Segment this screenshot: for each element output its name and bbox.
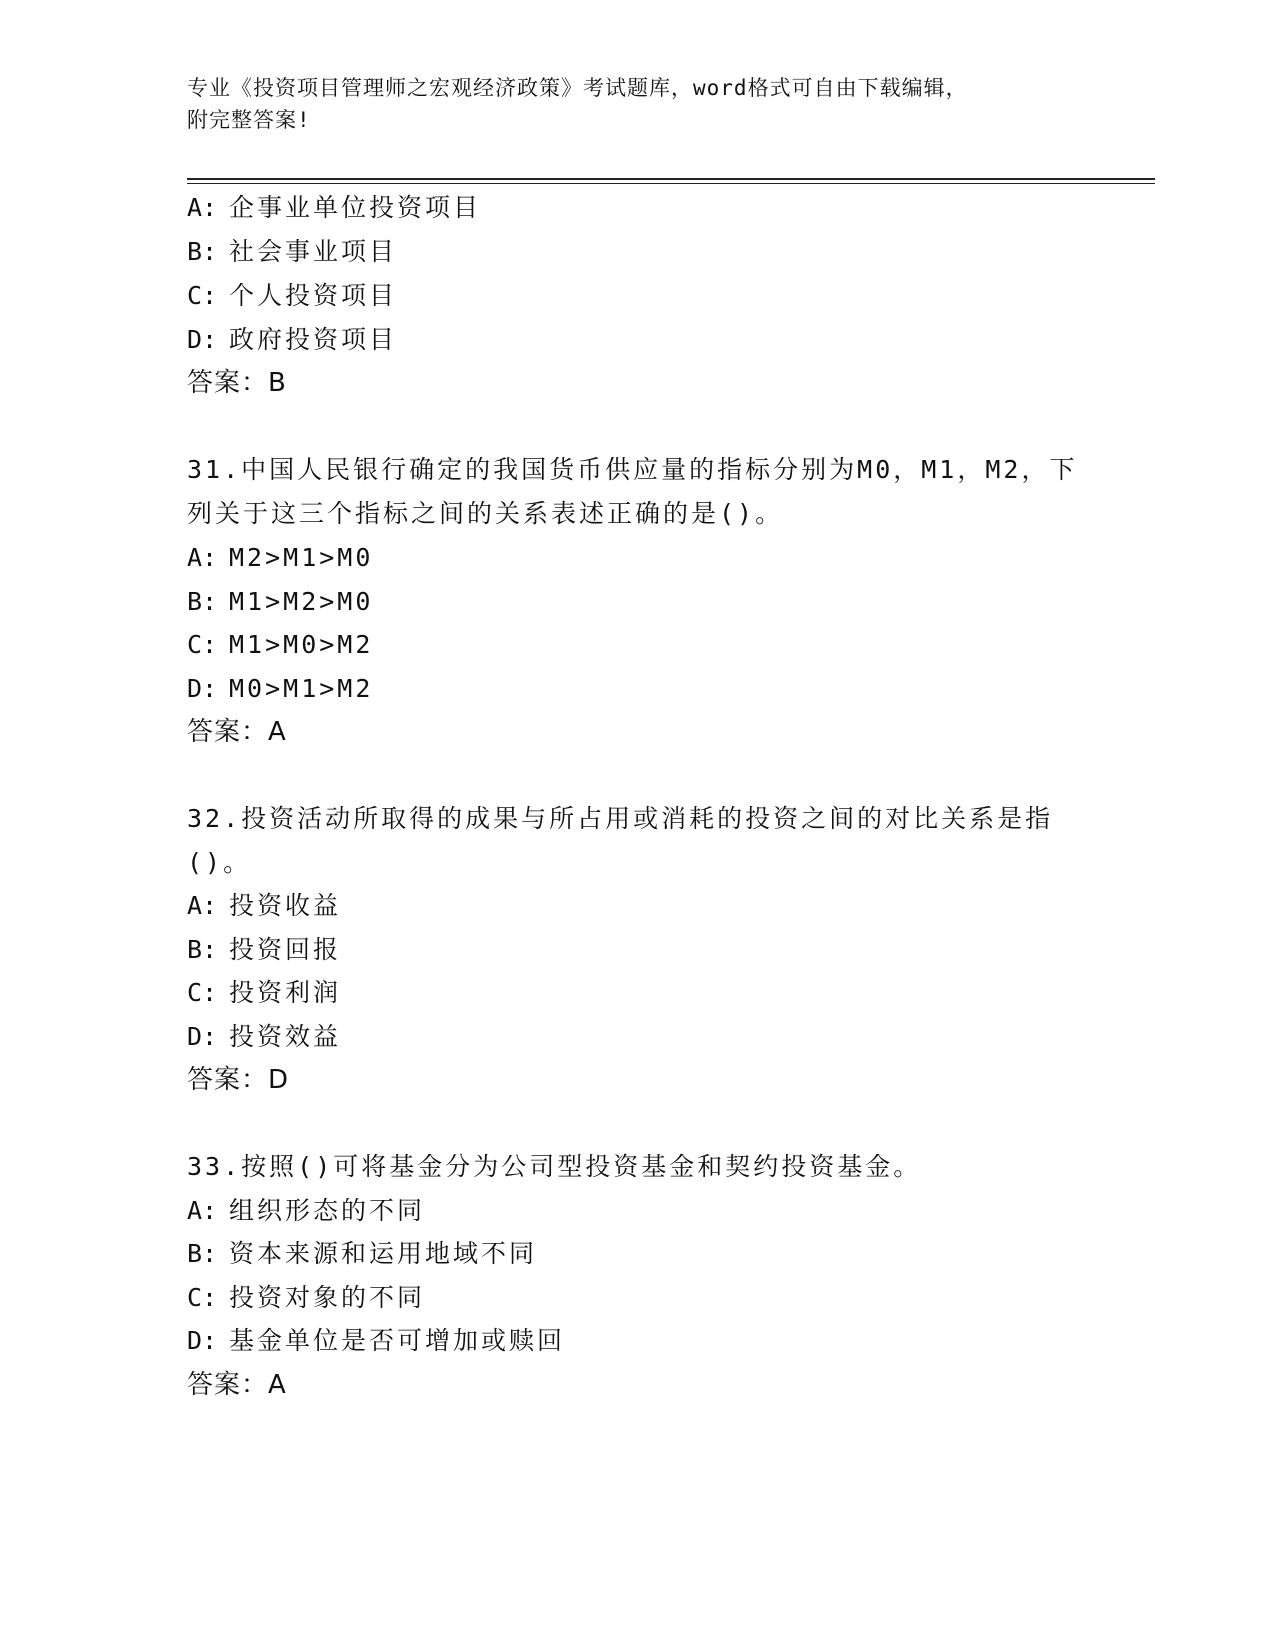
q32-option-d [187, 1022, 341, 1052]
q30-option-c [187, 281, 397, 311]
header-divider-thin [187, 183, 1155, 184]
option-letter: D: [187, 1326, 218, 1355]
option-text: 投资收益 [229, 891, 342, 920]
header-line-2: 附完整答案! [187, 108, 311, 132]
option-letter: B: [187, 935, 218, 964]
q31-option-d [187, 674, 373, 704]
option-letter: C: [187, 630, 218, 659]
option-text: M1>M2>M0 [229, 587, 374, 616]
option-text: 企事业单位投资项目 [229, 193, 482, 222]
q31-option-b [187, 587, 373, 617]
q30-option-b [187, 237, 397, 267]
option-letter: B: [187, 1239, 218, 1268]
header-line-1: 专业《投资项目管理师之宏观经济政策》考试题库，word格式可自由下载编辑， [187, 76, 968, 100]
option-letter: A: [187, 193, 218, 222]
option-text: 投资回报 [229, 935, 342, 964]
option-letter: A: [187, 543, 218, 572]
option-letter: A: [187, 1196, 218, 1225]
q33-answer: 答案：A [187, 1370, 287, 1400]
q33-option-b [187, 1239, 537, 1269]
option-text: 社会事业项目 [229, 237, 398, 266]
option-letter: D: [187, 1022, 218, 1051]
q33-option-c [187, 1283, 425, 1313]
q32-stem-line-1: 32.投资活动所取得的成果与所占用或消耗的投资之间的对比关系是指 [187, 804, 1054, 833]
option-letter: A: [187, 891, 218, 920]
q33-option-a [187, 1196, 425, 1226]
document-header [187, 72, 1087, 136]
q31-answer: 答案：A [187, 717, 287, 747]
option-text: 投资利润 [229, 978, 342, 1007]
option-letter: D: [187, 674, 218, 703]
q32-option-c [187, 978, 341, 1008]
option-letter: D: [187, 325, 218, 354]
q30-answer: 答案：B [187, 368, 287, 398]
q32-option-b [187, 935, 341, 965]
option-text: M0>M1>M2 [229, 674, 374, 703]
option-text: M1>M0>M2 [229, 630, 374, 659]
q31-stem-line-1: 31.中国人民银行确定的我国货币供应量的指标分别为M0，M1，M2，下 [187, 455, 1078, 484]
q32-stem-line-2: ()。 [187, 848, 252, 877]
q32-answer: 答案：D [187, 1065, 290, 1095]
option-text: 投资效益 [229, 1022, 342, 1051]
q31-stem-line-2: 列关于这三个指标之间的关系表述正确的是()。 [187, 499, 784, 528]
header-divider-thick [187, 178, 1155, 180]
option-text: 政府投资项目 [229, 325, 398, 354]
option-text: M2>M1>M0 [229, 543, 374, 572]
q32-option-a [187, 891, 341, 921]
q33-stem-line-1: 33.按照()可将基金分为公司型投资基金和契约投资基金。 [187, 1152, 922, 1181]
option-letter: B: [187, 587, 218, 616]
q31-option-a [187, 543, 373, 573]
option-letter: B: [187, 237, 218, 266]
option-text: 个人投资项目 [229, 281, 398, 310]
q30-option-d [187, 325, 397, 355]
option-text: 投资对象的不同 [229, 1283, 426, 1312]
option-text: 组织形态的不同 [229, 1196, 426, 1225]
option-text: 基金单位是否可增加或赎回 [229, 1326, 566, 1355]
option-letter: C: [187, 1283, 218, 1312]
option-letter: C: [187, 978, 218, 1007]
option-letter: C: [187, 281, 218, 310]
q31-option-c [187, 630, 373, 660]
q30-option-a [187, 193, 481, 223]
q33-option-d [187, 1326, 565, 1356]
option-text: 资本来源和运用地域不同 [229, 1239, 538, 1268]
